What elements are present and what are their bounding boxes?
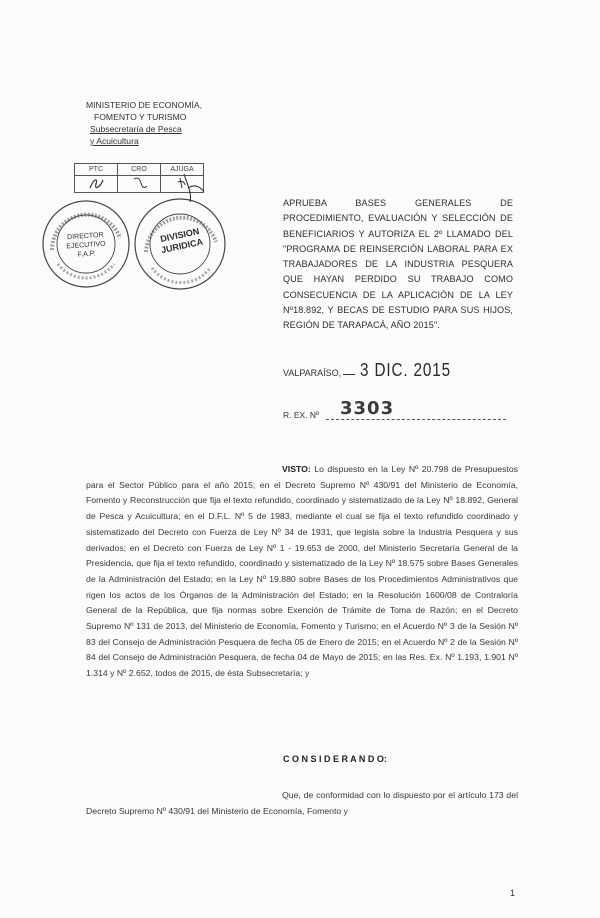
rex-line [326,419,506,420]
visa-header-ajuga: AJUGA [161,164,204,176]
initial-mark-icon [129,176,149,190]
visto-paragraph [86,462,518,682]
visto-text: Lo dispuesto en la Ley Nº 20.798 de Presupuestos para el Sector Público para el año 2015; en el Decreto Supremo Nº 430/91 del Ministerio de Economía, Fomento y Reconstrucción que fija el texto refundido, coordinado y sistematizado de la Ley Nº 18.892, General de Pesca y Acuicultura; en el D.F.L. Nº 5 de 1983, mediante el cual se fija el texto refundido coordinado y sistematizado del Decreto con Fuerza de Ley Nº 34 de 1931, que legisla sobre la Industria Pesquera y sus derivados; en el Decreto con Fuerza de Ley Nº 1 - 19.653 de 2000, del Ministerio Secretaría General de la Presidencia, que fija el texto refundido, coordinado y sistematizado de la Ley Nº 18.575 sobre Bases Generales de la Administración del Estado; en la Ley Nº 19.880 sobre Bases de los Procedimientos Administrativos que rigen los actos de los Órganos de la Administración del Estado; en la Resolución 1600/08 de Contraloría General de la República, que fija normas sobre Exención de Trámite de Toma de Razón; en el Decreto Supremo Nº 131 de 2013, del Ministerio de Economía, Fomento y Turismo; en el Acuerdo Nº 3 de la Sesión Nº 83 del Consejo de Administración Pesquera de fecha 05 de Enero de 2015; en el Acuerdo Nº 2 de la Sesión Nº 84 del Consejo de Administración Pesquera, de fecha 04 de Mayo de 2015; en las Res. Ex. Nº 1.193, 1.901 Nº 1.314 y Nº 2.652, todos de 2015, de ésta Subsecretaría; y [86,464,518,679]
visa-cell-cro [118,176,161,193]
place-label: VALPARAÍSO, [283,368,342,378]
page-number: 1 [510,888,516,898]
signature-icon [176,168,216,208]
subsecretaria-name: Subsecretaría de Pesca [90,124,182,134]
letterhead [86,99,202,147]
rex-number: 3303 [340,398,395,419]
resolution-title: APRUEBA BASES GENERALES DE PROCEDIMIENTO, EVALUACIÓN Y SELECCIÓN DE BENEFICIARIOS Y AUTORIZA EL 2º LLAMADO DEL "PROGRAMA DE REINSERCIÓN LABORAL PARA EX TRABAJADORES DE LA INDUSTRIA PESQUERA QUE HAYAN PERDIDO SU TRABAJO COMO CONSECUENCIA DE LA APLICACIÓN DE LA LEY Nº18.892, Y BECAS DE ESTUDIO PARA SUS HIJOS, REGIÓN DE TARAPACÁ, AÑO 2015". [283,198,513,331]
subsecretaria-name-cont: y Acuicultura [90,136,139,146]
date-stamp: 3 DIC. 2015 [360,360,452,380]
stamp-juridica-text: DIVISION JURIDICA [159,226,204,256]
considerando-text: Que, de conformidad con lo dispuesto por el artículo 173 del Decreto Supremo Nº 430/91 del Ministerio de Economía, Fomento y [86,790,518,816]
considerando-paragraph [86,788,518,819]
considerando-label: C O N S I D E R A N D O: [283,754,387,764]
ministry-name-cont: FOMENTO Y TURISMO [94,112,187,122]
rex-label: R. EX. Nº [283,410,320,420]
director-stamp [40,198,132,290]
initial-mark-icon [86,176,106,190]
visa-header-cro: CRO [118,164,161,176]
juridica-stamp [132,196,228,292]
visa-cell-ptc [75,176,118,193]
stamp-director-text: DIRECTOR EJECUTIVO F.A.P. [66,231,106,259]
ministry-name: MINISTERIO DE ECONOMÍA, [86,100,203,110]
date-dash [343,374,355,375]
visa-header-ptc: PTC [75,164,118,176]
visto-label: VISTO: [282,464,311,474]
